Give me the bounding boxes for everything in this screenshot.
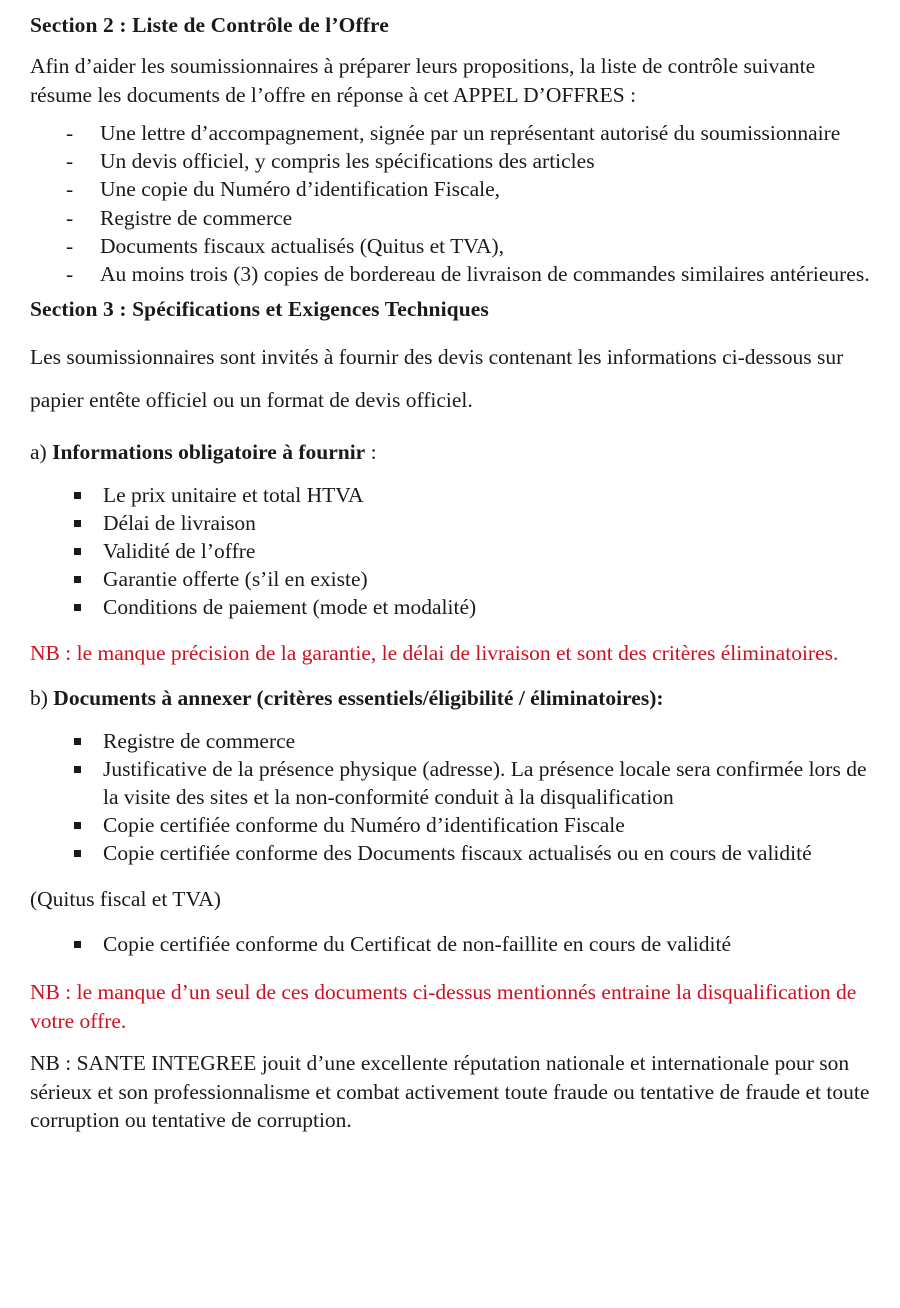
spacer	[0, 867, 900, 885]
subsection-b-title: Documents à annexer (critères essentiels/éligibilité / éliminatoires):	[53, 685, 664, 710]
spacer	[0, 288, 900, 296]
square-bullet-icon	[74, 738, 81, 745]
section-2-heading: Section 2 : Liste de Contrôle de l’Offre	[30, 13, 389, 37]
square-bullet-icon	[74, 850, 81, 857]
subsection-b-marker: b)	[30, 685, 48, 710]
list-item-text: Conditions de paiement (mode et modalité)	[103, 595, 477, 620]
list-item-text: Justificative de la présence physique (adresse). La présence locale sera confirmée lors de la visite des sites et la non-conformité conduit à la disqualification	[103, 756, 867, 809]
list-item	[0, 119, 900, 147]
list-item-text: Copie certifiée conforme des Documents fiscaux actualisés ou en cours de validité	[103, 841, 812, 866]
list-item-text: Un devis officiel, y compris les spécifications des articles	[100, 149, 595, 174]
dash-bullet-icon: -	[66, 149, 74, 174]
subsection-a-note: NB : le manque précision de la garantie, le délai de livraison et sont des critères éliminatoires.	[30, 641, 839, 666]
list-item	[0, 260, 900, 288]
subsection-b-label	[0, 684, 900, 713]
spacer	[0, 422, 900, 438]
square-bullet-icon	[74, 520, 81, 527]
list-item	[0, 147, 900, 175]
list-item-text: Au moins trois (3) copies de bordereau de livraison de commandes similaires antérieures.	[100, 261, 870, 286]
list-item	[0, 537, 900, 565]
subsection-a-title: Informations obligatoire à fournir	[52, 440, 366, 464]
spacer	[0, 40, 900, 52]
spacer	[0, 621, 900, 639]
subsection-b-list-part1	[0, 727, 900, 868]
list-item-text: Validité de l’offre	[103, 538, 256, 563]
list-item-text: Copie certifiée conforme du Certificat de non-faillite en cours de validité	[103, 931, 732, 956]
list-item-text: Documents fiscaux actualisés (Quitus et TVA),	[100, 233, 505, 258]
list-item-text: Registre de commerce	[100, 205, 293, 230]
list-item-text: Une copie du Numéro d’identification Fiscale,	[100, 177, 501, 202]
list-item-text: Registre de commerce	[103, 728, 296, 753]
list-item	[0, 481, 900, 509]
dash-bullet-icon: -	[66, 233, 74, 258]
subsection-a-label	[0, 438, 900, 467]
spacer	[0, 713, 900, 727]
dash-bullet-icon: -	[66, 205, 74, 230]
section-3-intro-paragraph: Les soumissionnaires sont invités à fournir des devis contenant les informations ci-dessous sur papier entête officiel ou un format de devis officiel.	[30, 345, 844, 412]
list-item	[0, 204, 900, 232]
spacer	[0, 958, 900, 978]
spacer	[0, 668, 900, 684]
top-spacer	[0, 0, 900, 12]
subsection-a-list	[0, 481, 900, 622]
list-item-text: Une lettre d’accompagnement, signée par un représentant autorisé du soumissionnaire	[100, 121, 841, 146]
list-item	[0, 509, 900, 537]
list-item	[0, 930, 900, 958]
dash-bullet-icon: -	[66, 261, 74, 286]
section-2-checklist	[0, 119, 900, 288]
spacer	[0, 1035, 900, 1049]
list-item	[0, 175, 900, 203]
list-item	[0, 593, 900, 621]
spacer	[0, 467, 900, 481]
subsection-a-title-suffix: :	[365, 440, 377, 464]
spacer	[0, 109, 900, 119]
subsection-b-list-part2	[0, 930, 900, 958]
subsection-b-note-red: NB : le manque d’un seul de ces documents ci-dessus mentionnés entraine la disqualification de votre offre.	[30, 980, 857, 1033]
square-bullet-icon	[74, 941, 81, 948]
list-item-text: Délai de livraison	[103, 510, 256, 535]
square-bullet-icon	[74, 766, 81, 773]
list-item	[0, 232, 900, 260]
list-item	[0, 839, 900, 867]
square-bullet-icon	[74, 548, 81, 555]
list-item	[0, 727, 900, 755]
subsection-b-note-black: NB : SANTE INTEGREE jouit d’une excellente réputation nationale et internationale pour son sérieux et son professionnalisme et combat activement toute fraude ou tentative de fraude et toute corruption ou tentative de corruption.	[30, 1051, 870, 1133]
subsection-a-marker: a)	[30, 440, 47, 464]
list-item-text: Le prix unitaire et total HTVA	[103, 482, 364, 507]
spacer	[0, 914, 900, 930]
dash-bullet-icon: -	[66, 177, 74, 202]
list-item-text: Garantie offerte (s’il en existe)	[103, 567, 368, 592]
subsection-b-interleaved-line: (Quitus fiscal et TVA)	[30, 887, 221, 912]
list-item	[0, 811, 900, 839]
square-bullet-icon	[74, 576, 81, 583]
section-2-intro-paragraph: Afin d’aider les soumissionnaires à préparer leurs propositions, la liste de contrôle suivante résume les documents de l’offre en réponse à cet APPEL D’OFFRES :	[30, 53, 816, 107]
list-item	[0, 755, 900, 811]
square-bullet-icon	[74, 604, 81, 611]
dash-bullet-icon: -	[66, 121, 74, 146]
list-item	[0, 565, 900, 593]
square-bullet-icon	[74, 492, 81, 499]
square-bullet-icon	[74, 822, 81, 829]
section-3-heading: Section 3 : Spécifications et Exigences Techniques	[30, 297, 489, 322]
spacer	[0, 324, 900, 336]
list-item-text: Copie certifiée conforme du Numéro d’identification Fiscale	[103, 813, 625, 838]
